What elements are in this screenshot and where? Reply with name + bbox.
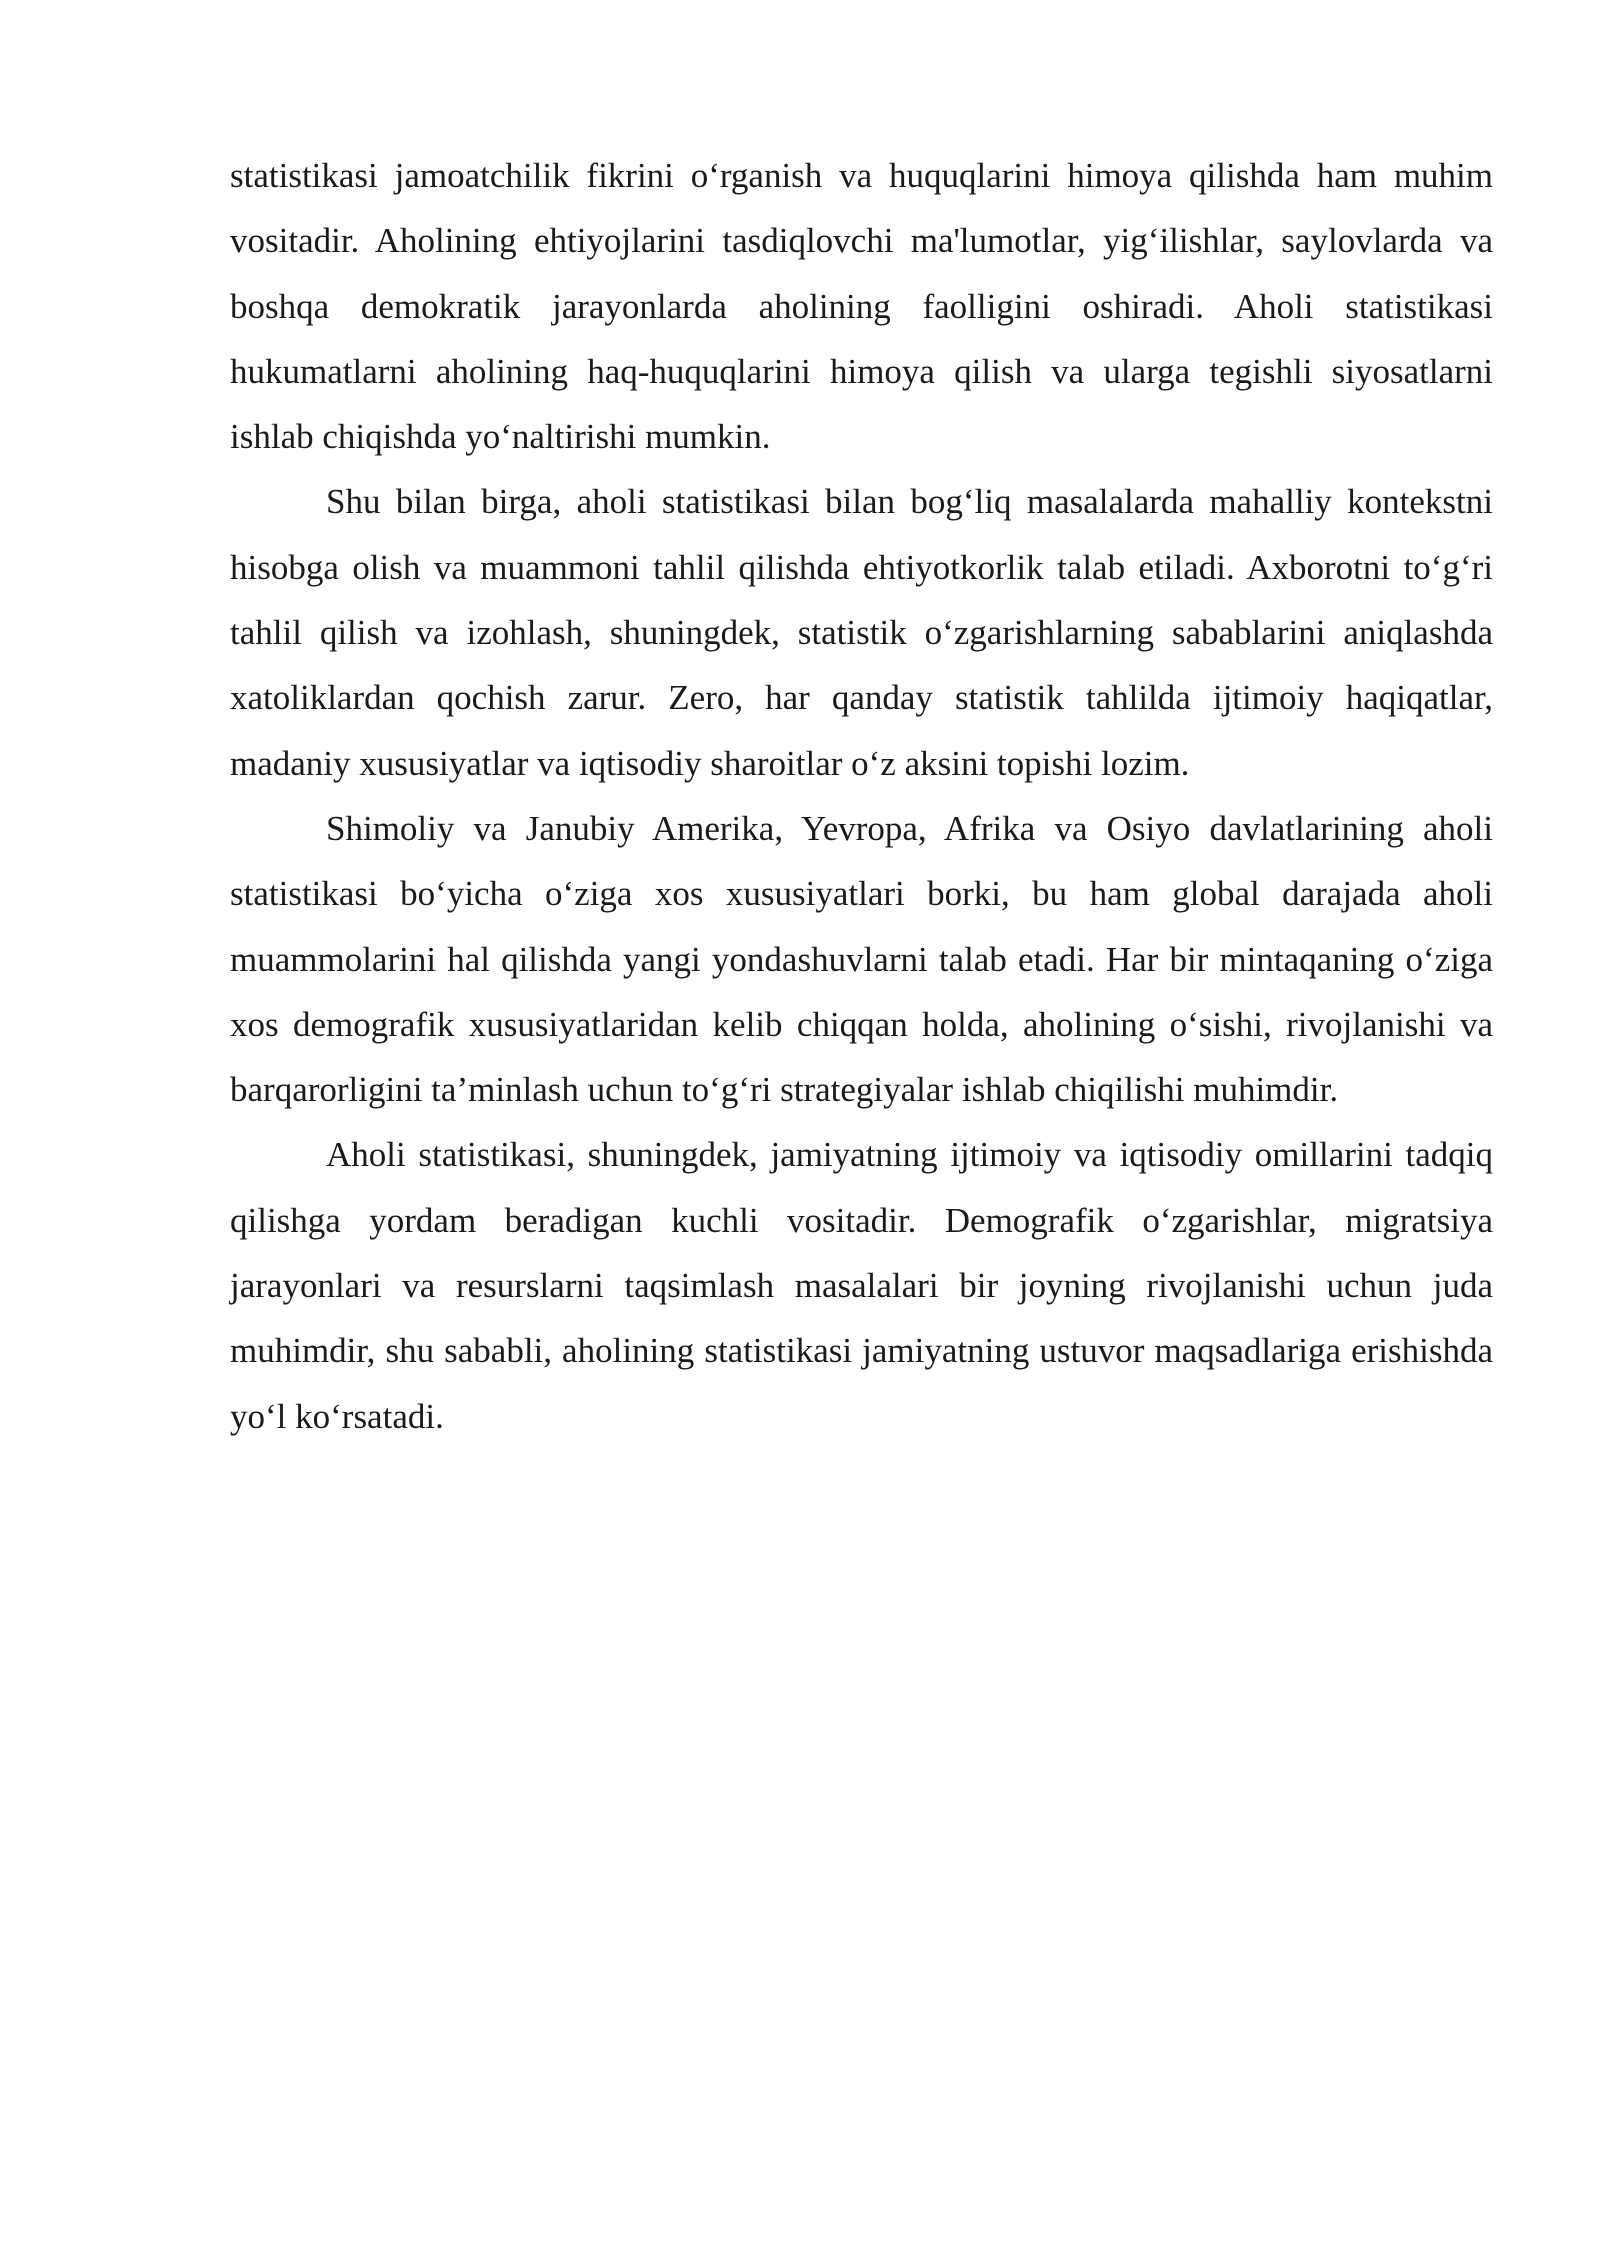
paragraph-2: Shu bilan birga, aholi statistikasi bilan bog‘liq masalalarda mahalliy kontekstni hisobga olish va muammoni tahlil qilishda ehtiyotkorlik talab etiladi. Axborotni to‘g‘ri tahlil qilish va izohlash, shuningdek, statistik o‘zgarishlarning sabablarini aniqlashda xatoliklardan qochish zarur. Zero, har qanday statistik tahlilda ijtimoiy haqiqatlar, madaniy xususiyatlar va iqtisodiy sharoitlar o‘z aksini topishi lozim. xyxy=(230,482,1493,783)
paragraph-1: statistikasi jamoatchilik fikrini o‘rganish va huquqlarini himoya qilishda ham muhim vositadir. Aholining ehtiyojlarini tasdiqlovchi ma'lumotlar, yig‘ilishlar, saylovlarda va boshqa demokratik jarayonlarda aholining faolligini oshiradi. Aholi statistikasi hukumatlarni aholining haq-huquqlarini himoya qilish va ularga tegishli siyosatlarni ishlab chiqishda yo‘naltirishi mumkin. xyxy=(230,156,1493,457)
paragraph-4: Aholi statistikasi, shuningdek, jamiyatning ijtimoiy va iqtisodiy omillarini tadqiq qilishga yordam beradigan kuchli vositadir. Demografik o‘zgarishlar, migratsiya jarayonlari va resurslarni taqsimlash masalalari bir joyning rivojlanishi uchun juda muhimdir, shu sababli, aholining statistikasi jamiyatning ustuvor maqsadlariga erishishda yo‘l ko‘rsatadi. xyxy=(230,1135,1493,1436)
body-text xyxy=(230,143,1493,1449)
paragraph-3: Shimoliy va Janubiy Amerika, Yevropa, Afrika va Osiyo davlatlarining aholi statistikasi bo‘yicha o‘ziga xos xususiyatlari borki, bu ham global darajada aholi muammolarini hal qilishda yangi yondashuvlarni talab etadi. Har bir mintaqaning o‘ziga xos demografik xususiyatlaridan kelib chiqqan holda, aholining o‘sishi, rivojlanishi va barqarorligini ta’minlash uchun to‘g‘ri strategiyalar ishlab chiqilishi muhimdir. xyxy=(230,808,1493,1110)
